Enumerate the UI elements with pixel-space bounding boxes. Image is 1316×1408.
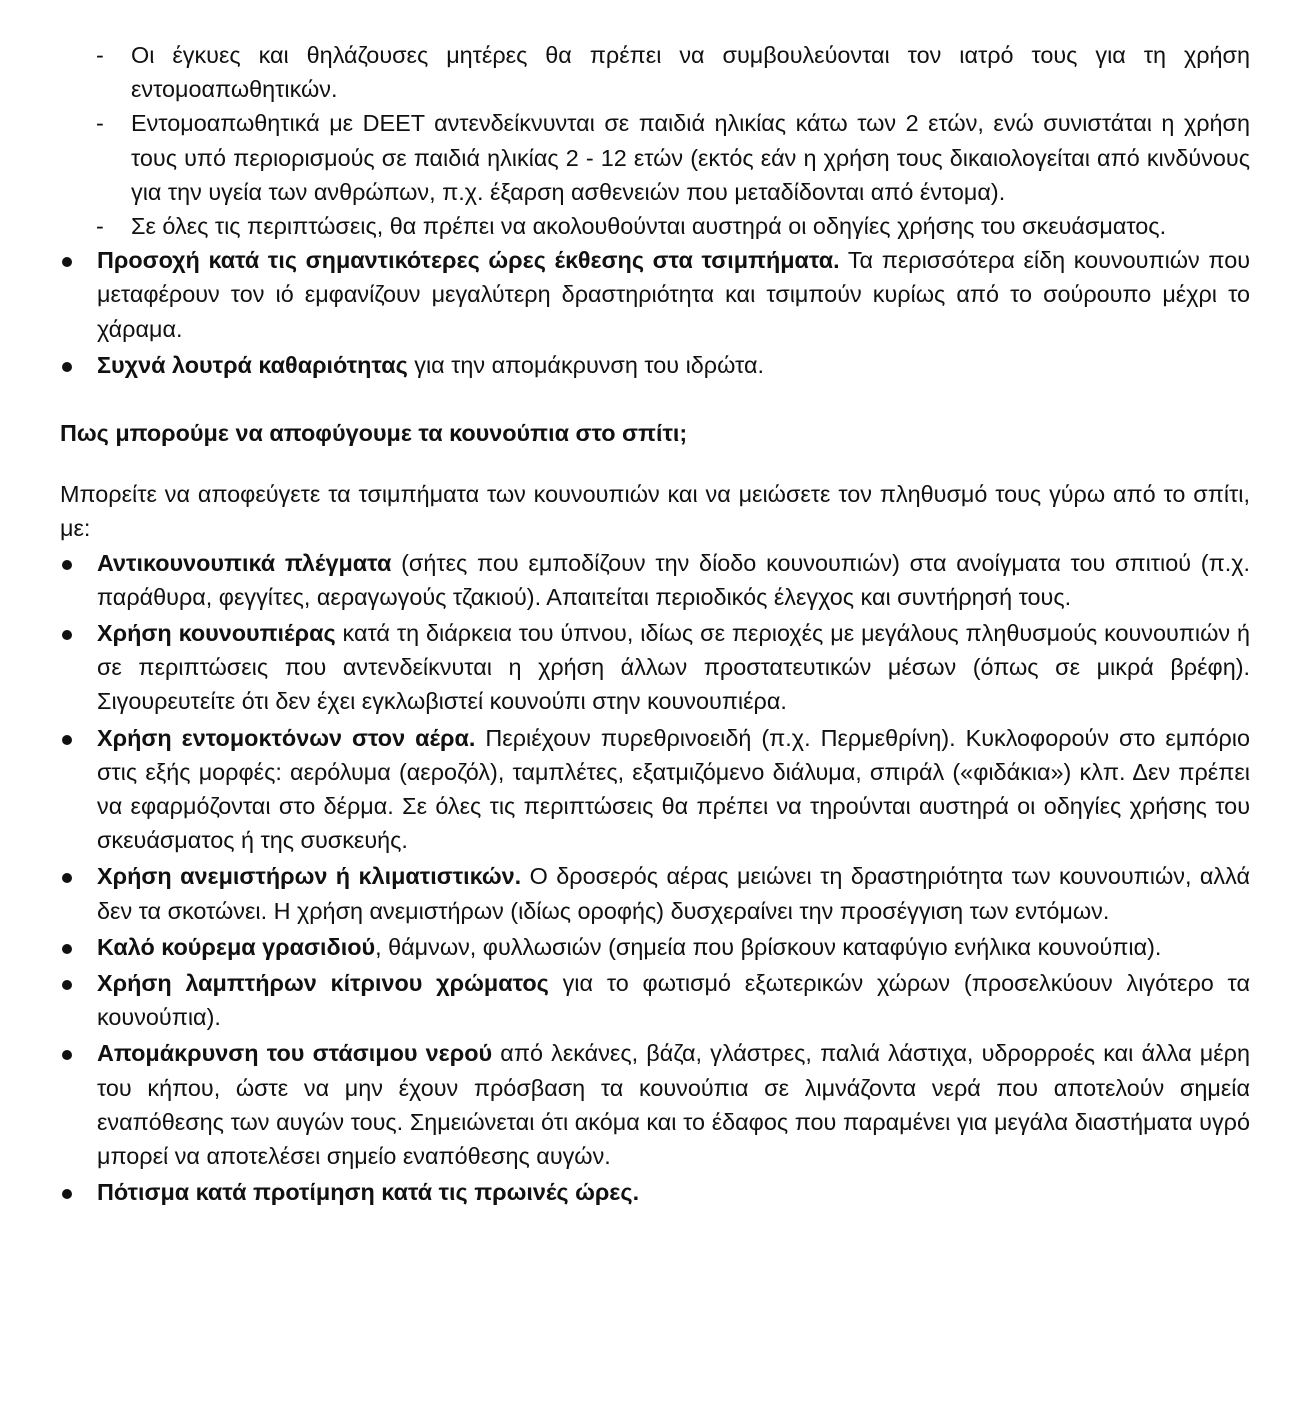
bullet-item-bold: Χρήση ανεμιστήρων ή κλιματιστικών.	[97, 863, 522, 890]
dash-list-item	[60, 209, 1250, 243]
bullet-item-text: Ο δροσερός αέρας μειώνει τη δραστηριότητα των κουνουπιών, αλλά δεν τα σκοτώνει. Η χρήση ανεμιστήρων (ιδίως οροφής) δυσχεραίνει την προσέγγιση των εντόμων.	[97, 863, 1250, 924]
bullet-list-item	[60, 1175, 1250, 1209]
document-page	[60, 38, 1250, 1210]
intro-paragraph: Μπορείτε να αποφεύγετε τα τσιμπήματα των κουνουπιών και να μειώσετε τον πληθυσμό τους γύρω από το σπίτι, με:	[60, 481, 1250, 542]
bullet-list-personal	[60, 243, 1250, 382]
dash-item-text: Εντομοαπωθητικά με DEET αντενδείκνυνται σε παιδιά ηλικίας κάτω των 2 ετών, ενώ συνιστάται η χρήση τους υπό περιορισμούς σε παιδιά ηλικίας 2 - 12 ετών (εκτός εάν η χρήση τους δικαιολογείται από κινδύνους για την υγεία των ανθρώπων, π.χ. έξαρση ασθενειών που μεταδίδονται από έντομα).	[131, 110, 1250, 205]
bullet-item-bold: Χρήση εντομοκτόνων στον αέρα.	[97, 724, 476, 751]
bullet-dot-icon	[62, 735, 72, 745]
bullet-item-bold: Απομάκρυνση του στάσιμου νερού	[97, 1040, 493, 1067]
bullet-item-bold: Καλό κούρεμα γρασιδιού	[97, 933, 376, 960]
bullet-item-bold: Συχνά λουτρά καθαριότητας	[97, 351, 408, 378]
bullet-list-item	[60, 1036, 1250, 1173]
dash-list	[60, 38, 1250, 243]
bullet-item-text: Περιέχουν πυρεθρινοειδή (π.χ. Περμεθρίνη). Κυκλοφορούν στο εμπόριο στις εξής μορφές: αερόλυμα (αεροζόλ), ταμπλέτες, εξατμιζόμενο διάλυμα, σπιράλ («φιδάκια») κλπ. Δεν πρέπει να εφαρμόζονται στο δέρμα. Σε όλες τις περιπτώσεις θα πρέπει να τηρούνται αυστηρά οι οδηγίες χρήσης του σκευάσματος ή της συσκευής.	[97, 724, 1250, 854]
dash-list-item	[60, 38, 1250, 106]
bullet-dot-icon	[62, 980, 72, 990]
bullet-item-text: , θάμνων, φυλλωσιών (σημεία που βρίσκουν καταφύγιο ενήλικα κουνούπια).	[375, 933, 1162, 960]
bullet-dot-icon	[62, 630, 72, 640]
bullet-list-item	[60, 930, 1250, 964]
bullet-dot-icon	[62, 560, 72, 570]
bullet-dot-icon	[62, 1050, 72, 1060]
bullet-list-item	[60, 859, 1250, 927]
bullet-list-item	[60, 721, 1250, 858]
bullet-item-text: Τα περισσότερα είδη κουνουπιών που μεταφέρουν τον ιό εμφανίζουν μεγαλύτερη δραστηριότητα και τσιμπούν κυρίως από το σούρουπο μέχρι το χάραμα.	[97, 247, 1250, 342]
bullet-list-home	[60, 546, 1250, 1210]
bullet-list-item	[60, 966, 1250, 1034]
bullet-item-bold: Χρήση κουνουπιέρας	[97, 620, 336, 647]
bullet-item-text: (σήτες που εμποδίζουν την δίοδο κουνουπιών) στα ανοίγματα του σπιτιού (π.χ. παράθυρα, φεγγίτες, αεραγωγούς τζακιού). Απαιτείται περιοδικός έλεγχος και συντήρησή τους.	[97, 549, 1250, 610]
dash-list-item	[60, 106, 1250, 209]
dash-item-text: Σε όλες τις περιπτώσεις, θα πρέπει να ακολουθούνται αυστηρά οι οδηγίες χρήσης του σκευάσματος.	[131, 213, 1167, 240]
bullet-list-item	[60, 616, 1250, 719]
dash-item-text: Οι έγκυες και θηλάζουσες μητέρες θα πρέπει να συμβουλεύονται τον ιατρό τους για τη χρήση εντομοαπωθητικών.	[131, 42, 1250, 103]
bullet-item-bold: Προσοχή κατά τις σημαντικότερες ώρες έκθεσης στα τσιμπήματα.	[97, 247, 840, 274]
bullet-list-item	[60, 243, 1250, 346]
bullet-item-text: κατά τη διάρκεια του ύπνου, ιδίως σε περιοχές με μεγάλους πληθυσμούς κουνουπιών ή σε περιπτώσεις που αντενδείκνυται η χρήση άλλων προστατευτικών μέσων (όπως σε μικρά βρέφη). Σιγουρευτείτε ότι δεν έχει εγκλωβιστεί κουνούπι στην κουνουπιέρα.	[97, 620, 1250, 715]
dash-marker: -	[96, 110, 104, 137]
bullet-list-item	[60, 348, 1250, 382]
bullet-item-bold: Χρήση λαμπτήρων κίτρινου χρώματος	[97, 970, 549, 997]
bullet-item-text: για την απομάκρυνση του ιδρώτα.	[407, 351, 764, 378]
section-heading: Πως μπορούμε να αποφύγουμε τα κουνούπια στο σπίτι;	[60, 420, 688, 447]
bullet-dot-icon	[62, 257, 72, 267]
bullet-item-text: από λεκάνες, βάζα, γλάστρες, παλιά λάστιχα, υδρορροές και άλλα μέρη του κήπου, ώστε να μην έχουν πρόσβαση τα κουνούπια σε λιμνάζοντα νερά που αποτελούν σημεία εναπόθεσης των αυγών τους. Σημειώνεται ότι ακόμα και το έδαφος που παραμένει για μεγάλα διαστήματα υγρό μπορεί να αποτελέσει σημείο εναπόθεσης αυγών.	[97, 1040, 1250, 1170]
bullet-dot-icon	[62, 1189, 72, 1199]
bullet-item-text: για το φωτισμό εξωτερικών χώρων (προσελκύουν λιγότερο τα κουνούπια).	[97, 970, 1250, 1031]
bullet-dot-icon	[62, 873, 72, 883]
bullet-item-bold: Αντικουνουπικά πλέγματα	[97, 549, 392, 576]
bullet-item-bold: Πότισμα κατά προτίμηση κατά τις πρωινές ώρες.	[97, 1179, 640, 1206]
bullet-list-item	[60, 546, 1250, 614]
dash-marker: -	[96, 213, 104, 240]
bullet-dot-icon	[62, 362, 72, 372]
bullet-dot-icon	[62, 944, 72, 954]
dash-marker: -	[96, 42, 104, 68]
